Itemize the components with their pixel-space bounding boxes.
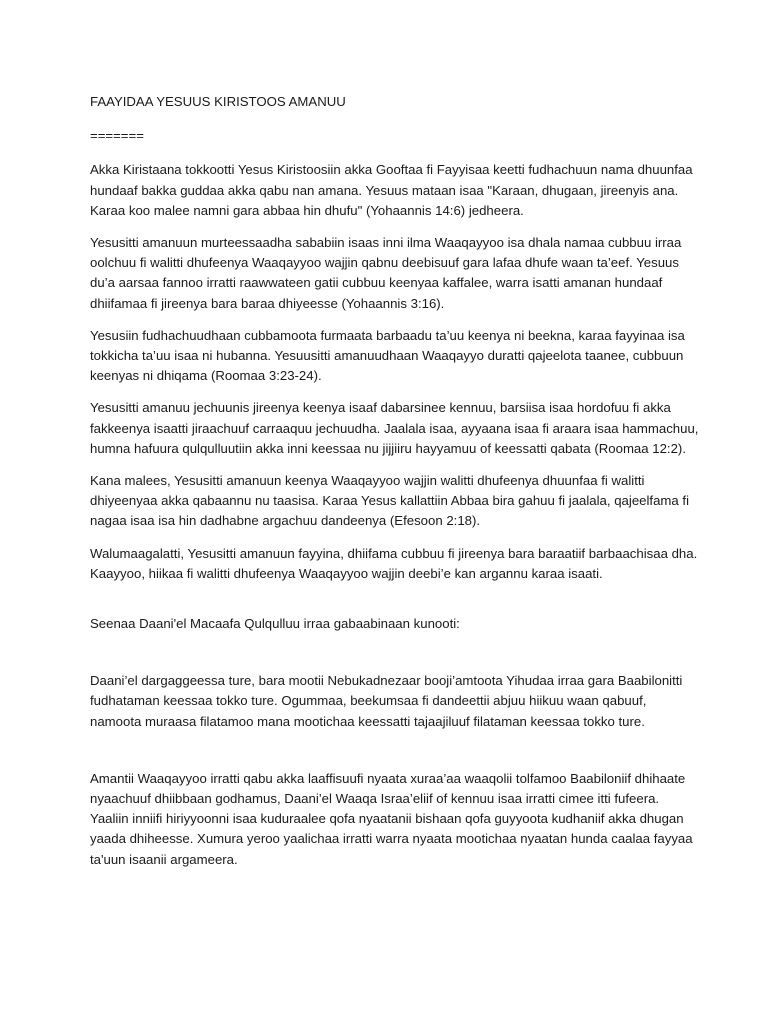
paragraph-line: Walumaagalatti, Yesusitti amanuun fayyina, dhiifama cubbuu fi jireenya bara baraatiif barbaachisaa dha. [90,545,698,561]
paragraph-line: dhiyeenyaa akka qabaannu nu taasisa. Karaa Yesus kallattiin Abbaa bira gahuu fi jaalala, qajeelfama fi [90,493,689,509]
paragraph-line: Karaa koo malee namni gara abbaa hin dhufu" (Yohaannis 14:6) jedheera. [90,202,524,218]
paragraph-line: du’a aarsaa fannoo irratti raawwateen gatii cubbuu keenyaa kaffalee, warra isatti amanan hundaaf [90,275,663,291]
story-paragraph-1 [90,671,690,732]
document-title: FAAYIDAA YESUUS KIRISTOOS AMANUU [90,94,346,109]
paragraph-line: Yesusitti amanuun murteessaadha sababiin isaas inni ilma Waaqayyoo isa dhala namaa cubbuu irraa [90,235,682,251]
story-paragraph-2 [90,769,693,870]
paragraph-line: Amantii Waaqayyoo irratti qabu akka laaffisuufi nyaata xuraa’aa waaqolii tolfamoo Baabiloniif dhihaate [90,770,686,786]
paragraph-line: dhiifamaa fi jireenya bara baraa dhiyeesse (Yohaannis 3:16). [90,295,445,311]
paragraph-line: nyaachuuf dhiibbaan godhamus, Daani’el Waaqa Israa’eliif of kennuu isaa irratti cimee itti fufeera. [90,791,660,807]
paragraph-1 [90,160,693,221]
paragraph-5 [90,471,690,532]
paragraph-line: humna hafuura qulqulluutiin akka inni keessaa nu jijjiiru hayyamuu of keessatti qabata (Roomaa 12:2). [90,440,686,456]
paragraph-line: yaada dhiheesse. Xumura yeroo yaalichaa irratti warra nyaata mootichaa nyaatan hunda caalaa fayyaa [90,831,693,847]
paragraph-line: Kaayyoo, hiikaa fi walitti dhufeenya Waaqayyoo wajjin deebi’e kan argannu karaa isaati. [90,565,603,581]
paragraph-line: Daani’el dargaggeessa ture, bara mootii Nebukadnezaar booji’amtoota Yihudaa irraa gara Baabilonitti [90,673,683,689]
section-heading: Seenaa Daani'el Macaafa Qulqulluu irraa gabaabinaan kunooti: [90,616,460,632]
paragraph-line: hundaaf bakka guddaa akka qabu nan amana. Yesuus mataan isaa "Karaan, dhugaan, jireenyis ana. [90,182,679,198]
paragraph-line: fakkeenya isaatti jiraachuuf carraaquu jechuudha. Jaalala isaa, ayyaana isaa fi araara isaa hammachuu, [90,420,699,436]
document-page [90,92,699,870]
paragraph-line: Kana malees, Yesusitti amanuun keenya Waaqayyoo wajjin walitti dhufeenya dhuunfaa fi walitti [90,473,645,489]
paragraph-line: Yaaliin inniifi hiriyyoonni isaa kuduraalee qofa nyaatanii bishaan qofa guyyoota kudhaniif akka dhugan [90,811,684,827]
paragraph-line: Yesusiin fudhachuudhaan cubbamoota furmaata barbaadu ta’uu keenya ni beekna, karaa fayyinaa isa [90,327,685,343]
paragraph-line: oolchuu fi walitti dhufeenya Waaqayyoo wajjin qabnu deebisuuf gara lafaa dhufe waan ta’eef. Yesuus [90,255,679,271]
paragraph-line: nagaa isaa isa hin dadhabne argachuu dandeenya (Efesoon 2:18). [90,513,481,529]
paragraph-2 [90,233,690,314]
paragraph-6 [90,544,698,584]
paragraph-line: tokkicha ta’uu isaa ni hubanna. Yesuusitti amanuudhaan Waaqayyo duratti qajeelota taanee, cubbuun [90,348,684,364]
paragraph-line: keenyas ni dhiqama (Roomaa 3:23-24). [90,368,322,384]
paragraph-4 [90,398,699,459]
paragraph-line: Yesusitti amanuu jechuunis jireenya keenya isaaf dabarsinee kennuu, barsiisa isaa hordofuu fi akka [90,400,671,416]
paragraph-line: Akka Kiristaana tokkootti Yesus Kiristoosiin akka Gooftaa fi Fayyisaa keetti fudhachuun nama dhuunfaa [90,162,693,178]
paragraph-line: namoota muraasa filatamoo mana mootichaa keessatti tajaajiluuf filataman keessaa tokko ture. [90,713,645,729]
paragraph-line: fudhataman keessaa tokko ture. Ogummaa, beekumsaa fi dandeettii abjuu hiikuu waan qabuuf, [90,693,647,709]
paragraph-3 [90,326,690,387]
title-separator: ======= [90,128,144,144]
paragraph-line: ta'uun isaanii argameera. [90,851,238,867]
